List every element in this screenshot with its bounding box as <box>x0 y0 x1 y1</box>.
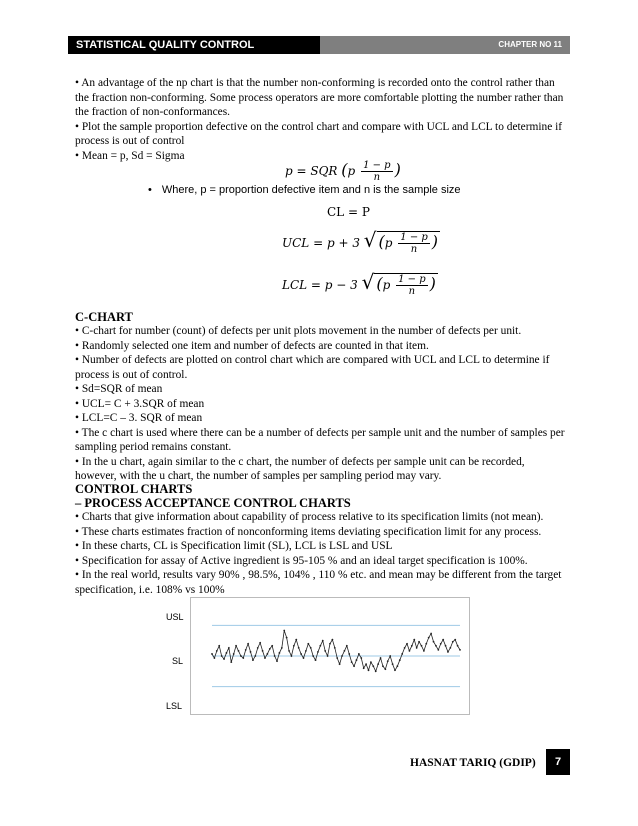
data-point <box>353 665 355 667</box>
data-point <box>435 645 437 647</box>
data-point <box>221 655 223 657</box>
data-point <box>252 659 254 661</box>
data-point <box>269 648 271 650</box>
cl-formula: CL = P <box>327 205 370 219</box>
np-line: • Plot the sample proportion defective on the control chart and compare with UCL and LCL to determine if process is out of control <box>75 120 563 147</box>
data-point <box>344 650 346 652</box>
data-point <box>262 650 264 652</box>
c-chart-line: • Sd=SQR of mean <box>75 383 163 395</box>
data-point <box>317 651 319 653</box>
data-point <box>339 663 341 665</box>
data-point <box>226 652 228 654</box>
data-point <box>281 647 283 649</box>
data-point <box>404 647 406 649</box>
c-chart-line: • LCL=C – 3. SQR of mean <box>75 412 203 424</box>
data-point <box>312 655 314 657</box>
fraction-numerator: 1 − p <box>400 232 428 243</box>
lcl-formula: LCL = p − 3 √ (p $\frac{1 - p}{n}$ ) <box>282 270 436 297</box>
data-point <box>387 660 389 662</box>
data-point <box>445 645 447 647</box>
data-point <box>247 643 249 645</box>
data-point <box>375 670 377 672</box>
control-line: • Charts that give information about capability of process relative to its specification limits (not mean). <box>75 511 544 523</box>
data-point <box>242 657 244 659</box>
data-point <box>377 663 379 665</box>
data-point <box>348 653 350 655</box>
data-point <box>276 660 278 662</box>
data-point <box>368 669 370 671</box>
data-point <box>433 641 435 643</box>
data-point <box>235 645 237 647</box>
data-point <box>218 645 220 647</box>
data-point <box>214 657 216 659</box>
data-point <box>264 657 266 659</box>
usl-label: USL <box>166 612 184 622</box>
c-chart-line: • The c chart is used where there can be a number of defects per sample unit and the number of samples per sampling period remains constant. <box>75 426 565 453</box>
data-point <box>413 639 415 641</box>
data-point <box>257 647 259 649</box>
c-chart-line: • Randomly selected one item and number of defects are counted in that item. <box>75 339 429 352</box>
data-point <box>452 641 454 643</box>
c-chart-heading: C-CHART <box>75 310 133 324</box>
data-point <box>406 643 408 645</box>
data-point <box>346 645 348 647</box>
data-point <box>384 668 386 670</box>
data-point <box>286 637 288 639</box>
data-point <box>245 649 247 651</box>
data-point <box>240 655 242 657</box>
fraction-denominator: n <box>373 172 381 183</box>
data-point <box>430 633 432 635</box>
sigma-fraction <box>361 160 393 183</box>
data-point <box>418 641 420 643</box>
data-point <box>370 661 372 663</box>
data-point <box>341 655 343 657</box>
header-title: STATISTICAL QUALITY CONTROL <box>68 36 320 54</box>
control-line: • In the real world, results vary 90% , 98.5%, 104% , 110 % etc. and mean may be different from the target specification, i.e. 108% vs 100% <box>75 569 562 596</box>
lcl-fraction <box>396 274 428 297</box>
sigma-formula: p = SQR (p $\frac{1 - p}{n}$ ) <box>285 160 401 183</box>
data-point <box>283 630 285 632</box>
data-point <box>211 653 213 655</box>
data-point <box>305 650 307 652</box>
data-point <box>382 665 384 667</box>
c-chart-section <box>75 324 565 484</box>
data-point <box>216 650 218 652</box>
lsl-label: LSL <box>166 701 183 711</box>
data-point <box>319 645 321 647</box>
data-point <box>336 657 338 659</box>
lcl-lhs: LCL = p − 3 <box>282 278 358 292</box>
data-point <box>372 665 374 667</box>
data-point <box>396 665 398 667</box>
data-point <box>233 653 235 655</box>
data-point <box>322 640 324 642</box>
data-point <box>440 643 442 645</box>
data-point <box>394 669 396 671</box>
control-charts-heading: CONTROL CHARTS <box>75 482 193 496</box>
data-point <box>230 661 232 663</box>
control-line: • These charts estimates fraction of nonconforming items deviating specification limit for any process. <box>75 525 542 538</box>
sl-label: SL <box>172 656 184 666</box>
fraction-numerator: 1 − p <box>398 274 426 285</box>
data-point <box>238 650 240 652</box>
data-point <box>228 647 230 649</box>
data-point <box>457 645 459 647</box>
data-point <box>428 637 430 639</box>
data-point <box>300 653 302 655</box>
data-point <box>315 659 317 661</box>
data-point <box>295 639 297 641</box>
data-point <box>293 645 295 647</box>
data-point <box>365 663 367 665</box>
control-line: • In these charts, CL is Specification limit (SL), LCL is LSL and USL <box>75 540 393 552</box>
c-chart-line: • C-chart for number (count) of defects per unit plots movement in the number of defects per unit. <box>75 325 522 337</box>
data-point <box>329 643 331 645</box>
np-line: • An advantage of the np chart is that the number non-conforming is recorded onto the control rather than the fraction non-conforming. Some process operators are more comfortable plotting the number rather than the fraction of non-conformances. <box>75 77 564 118</box>
ucl-fraction <box>398 232 430 255</box>
np-line: • Mean = p, Sd = Sigma <box>75 149 185 162</box>
ucl-lhs: UCL = p + 3 <box>282 236 360 250</box>
c-chart-line: • In the u chart, again similar to the c chart, the number of defects per sample unit can be recorded, however, with the u chart, the number of samples per sampling period may vary. <box>75 455 525 482</box>
data-point <box>416 647 418 649</box>
data-point <box>324 650 326 652</box>
data-point <box>298 647 300 649</box>
data-point <box>401 653 403 655</box>
data-point <box>223 658 225 660</box>
data-point <box>363 667 365 669</box>
data-point <box>421 645 423 647</box>
ucl-formula: UCL = p + 3 √ (p $\frac{1 - p}{n}$ ) <box>282 228 439 255</box>
data-point <box>389 655 391 657</box>
data-point <box>423 650 425 652</box>
control-line: • Specification for assay of Active ingredient is 95-105 % and an ideal target specification is 100%. <box>75 554 528 567</box>
data-point <box>380 657 382 659</box>
footer-author: HASNAT TARIQ (GDIP) <box>410 757 536 769</box>
c-chart-line: • Number of defects are plotted on control chart which are compared with UCL and LCL to determine if process is out of control. <box>75 354 550 381</box>
sigma-lhs: p = SQR <box>285 164 338 178</box>
data-point <box>358 653 360 655</box>
data-point <box>454 639 456 641</box>
header-chapter: CHAPTER NO 11 <box>320 36 570 54</box>
data-point <box>327 655 329 657</box>
data-point <box>279 652 281 654</box>
data-point <box>399 659 401 661</box>
data-point <box>447 651 449 653</box>
data-point <box>334 647 336 649</box>
data-point <box>356 659 358 661</box>
data-point <box>274 655 276 657</box>
data-point <box>288 650 290 652</box>
data-point <box>459 649 461 651</box>
np-section <box>75 76 565 163</box>
data-point <box>307 643 309 645</box>
data-point <box>291 655 293 657</box>
acceptance-charts-heading: – PROCESS ACCEPTANCE CONTROL CHARTS <box>75 496 351 510</box>
data-point <box>303 657 305 659</box>
page-number: 7 <box>546 749 570 775</box>
data-point <box>259 642 261 644</box>
data-point <box>411 645 413 647</box>
fraction-numerator: 1 − p <box>363 160 391 171</box>
data-point <box>266 653 268 655</box>
control-charts-section <box>75 510 565 597</box>
fraction-denominator: n <box>408 286 416 297</box>
data-point <box>425 643 427 645</box>
data-point <box>310 647 312 649</box>
data-point <box>409 650 411 652</box>
data-point <box>442 639 444 641</box>
data-point <box>250 651 252 653</box>
where-note: • Where, p = proportion defective item and n is the sample size <box>148 184 461 196</box>
data-point <box>254 655 256 657</box>
data-point <box>331 639 333 641</box>
control-chart <box>190 597 470 715</box>
data-point <box>351 661 353 663</box>
data-point <box>271 645 273 647</box>
data-point <box>449 647 451 649</box>
fraction-denominator: n <box>410 244 418 255</box>
data-point <box>360 657 362 659</box>
c-chart-line: • UCL= C + 3.SQR of mean <box>75 397 205 410</box>
data-point <box>392 663 394 665</box>
data-point <box>437 649 439 651</box>
